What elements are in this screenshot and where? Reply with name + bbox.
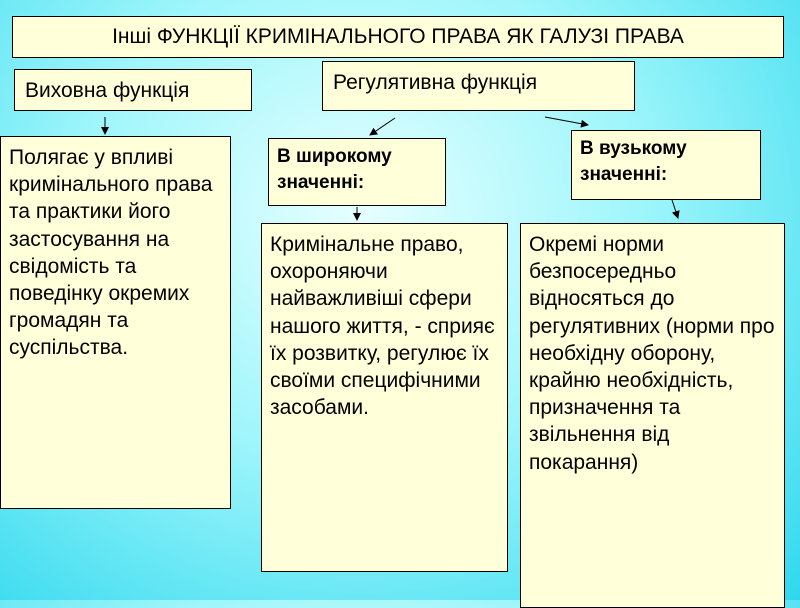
narrow-sense-node: В вузькому значенні: bbox=[571, 130, 761, 200]
narrow-sense-description: Окремі норми безпосередньо відносяться до регулятивних (норми про необхідну оборону, крайню необхідність, призначення та звільнення від покарання) bbox=[520, 223, 785, 608]
broad-sense-description: Кримінальне право, охороняючи найважливіші сфери нашого життя, - сприяє їх розвитку, регулює їх своїми специфічними засобами. bbox=[261, 223, 508, 572]
educational-description: Полягає у впливі кримінального права та практики його застосування на свідомість та поведінку окремих громадян та суспільства. bbox=[0, 136, 231, 509]
arrow-narrow-to-description bbox=[672, 200, 678, 218]
arrow-regulatory-to-broad bbox=[370, 118, 395, 135]
arrow-regulatory-to-narrow bbox=[545, 117, 588, 125]
regulatory-function-node: Регулятивна функція bbox=[322, 61, 635, 111]
educational-function-node: Виховна функція bbox=[14, 69, 252, 111]
diagram-title: Інші ФУНКЦІЇ КРИМІНАЛЬНОГО ПРАВА ЯК ГАЛУЗІ ПРАВА bbox=[12, 16, 784, 58]
broad-sense-node: В широкому значенні: bbox=[268, 138, 446, 206]
